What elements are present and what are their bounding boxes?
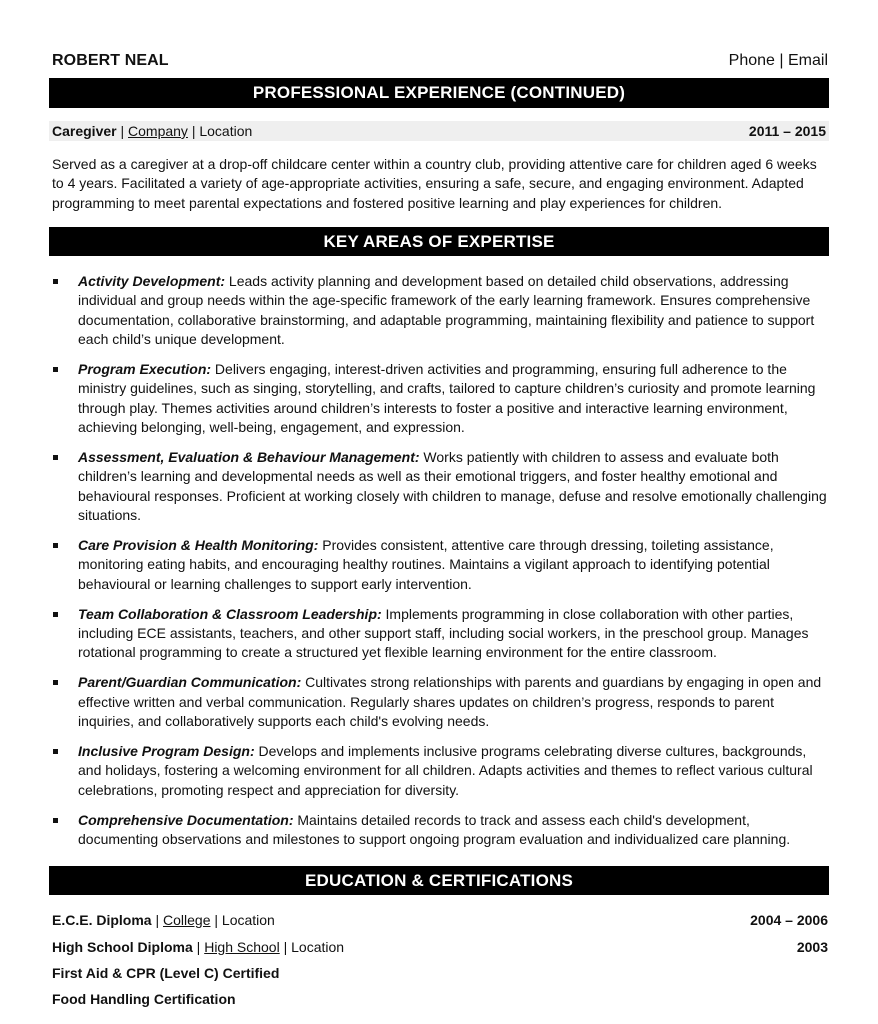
bullet-icon [53,818,58,823]
expertise-lead: Care Provision & Health Monitoring: [78,536,319,553]
job-dates: 2011 – 2015 [748,123,826,139]
list-item [52,536,828,594]
bullet-icon [53,612,58,617]
education-dates: 2003 [796,939,828,955]
expertise-lead: Activity Development: [78,273,226,289]
section-heading-expertise: KEY AREAS OF EXPERTISE [49,227,829,256]
job-description: Served as a caregiver at a drop-off childcare center within a country club, providing attentive care for children aged 6 weeks to 4 years. Facilitated a variety of age-appropriate activities, ensuring a safe, secure, and engaging environment. Adapted programming to meet parental expectations and fostered positive learning and play experiences for children. [52,156,817,211]
job-location: Location [199,123,253,139]
job-title: Caregiver [52,123,117,139]
bullet-icon [53,543,58,548]
school-name: College [163,912,211,928]
education-separator: | [192,939,205,955]
expertise-list [52,272,828,860]
list-item [52,605,828,663]
expertise-lead: Parent/Guardian Communication: [78,674,302,691]
job-title-line [52,123,252,139]
certification-entry [52,965,828,981]
education-dates: 2004 – 2006 [750,912,828,928]
education-location: Location [221,912,275,928]
section-divider [49,106,829,108]
list-item [52,811,828,850]
expertise-text: Provides consistent, attentive care through dressing, toileting assistance, monitoring eating habits, and encouraging healthy routines. Maintains a vigilant approach to identifying potential behavioural or learning challenges to support early intervention. [78,536,774,592]
expertise-lead: Assessment, Evaluation & Behaviour Management: [78,448,420,465]
education-location: Location [291,939,345,955]
education-separator: | [210,912,222,928]
job-separator: | [116,123,129,139]
list-item [52,448,828,525]
contact-separator: | [779,52,784,69]
expertise-text: Develops and implements inclusive programs celebrating diverse cultures, backgrounds, and holidays, fostering a welcoming environment for all children. Adapts activities and themes to reflect various cultural celebrations, promoting respect and appreciation for diversity. [78,743,813,798]
candidate-name: ROBERT NEAL [52,52,169,69]
certification-name: First Aid & CPR (Level C) Certified [52,965,280,981]
job-separator: | [187,123,200,139]
bullet-icon [53,455,58,460]
bullet-icon [53,279,58,284]
section-heading-experience: PROFESSIONAL EXPERIENCE (CONTINUED) [49,78,829,107]
expertise-lead: Program Execution: [78,360,212,377]
bullet-icon [53,680,58,685]
expertise-text: Leads activity planning and development based on detailed child observations, addressing individual and group needs within the age-specific framework of the early learning framework. Ensures comprehensive documentation, collaborative brainstorming, and adaptable programming, maintaining flexibility and patience to support each child’s unique development. [78,273,815,347]
expertise-text: Works patiently with children to assess and evaluate both children’s learning and developmental needs as well as their emotional triggers, and foster healthy emotional and behavioural responses. Proficient at working closely with children to manage, defuse and resolve emotionally challenging situations. [78,448,827,523]
degree-name: High School Diploma [52,939,193,955]
education-separator: | [151,912,163,928]
phone-text: Phone [728,52,775,69]
school-name: High School [204,939,280,955]
expertise-text: Cultivates strong relationships with parents and guardians by engaging in open and effective written and verbal communication. Regularly shares updates on children’s progress, responds to parent inquiries, and collaboratively supports each child's evolving needs. [78,674,822,729]
company-name: Company [128,123,188,139]
education-separator: | [279,939,292,955]
resume-header [52,52,828,74]
certification-entry [52,991,828,1007]
expertise-lead: Team Collaboration & Classroom Leadership: [78,605,382,622]
expertise-lead: Inclusive Program Design: [78,743,255,760]
education-entry [52,912,828,928]
education-entry [52,939,828,955]
contact-info [729,52,828,70]
expertise-lead: Comprehensive Documentation: [78,811,294,828]
expertise-text: Implements programming in close collaboration with other parties, including ECE assistants, teachers, and other support staff, including social workers, in the preschool group. Manages rotational programming to create a structured yet flexible learning environment for the entire classroom. [78,605,809,661]
list-item [52,360,828,437]
education-line [52,939,344,955]
expertise-text: Maintains detailed records to track and assess each child's development, documenting observations and milestones to support ongoing program evaluation and individualized care planning. [78,811,791,847]
education-line [52,912,275,928]
list-item [52,673,828,731]
expertise-text: Delivers engaging, interest-driven activities and programming, ensuring full adherence to the ministry guidelines, such as singing, storytelling, and crafts, tailored to capture children’s curiosity and promote learning through play. Themes activities around children’s interests to foster a positive and interactive learning environment, achieving belonging, well-being, engagement, and expression. [78,360,816,435]
bullet-icon [53,367,58,372]
list-item [52,272,828,349]
section-heading-education: EDUCATION & CERTIFICATIONS [49,866,829,895]
certification-name: Food Handling Certification [52,991,236,1007]
list-item [52,742,828,800]
bullet-icon [53,749,58,754]
job-header [49,121,829,141]
email-text: Email [787,52,828,69]
degree-name: E.C.E. Diploma [52,912,152,928]
